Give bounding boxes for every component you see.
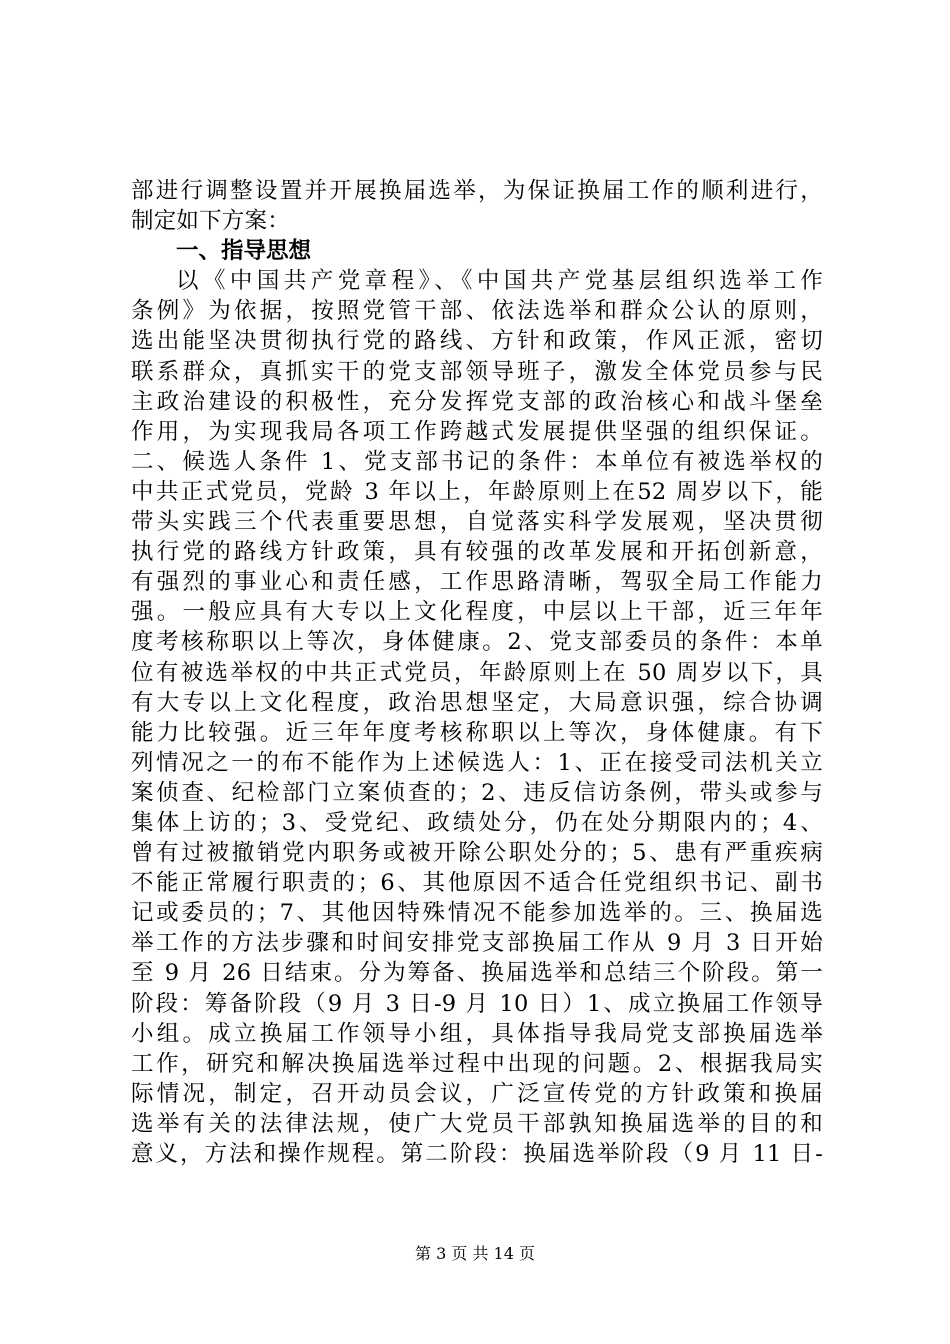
text-line: 联系群众，真抓实干的党支部领导班子，激发全体党员参与民 bbox=[131, 358, 823, 385]
document-body bbox=[131, 176, 823, 1169]
text-line: 案侦查、纪检部门立案侦查的；2、违反信访条例，带头或参与 bbox=[131, 779, 823, 806]
text-line: 阶段：筹备阶段（9 月 3 日-9 月 10 日）1、成立换届工作领导 bbox=[131, 990, 823, 1017]
text-line: 作用，为实现我局各项工作跨越式发展提供坚强的组织保证。 bbox=[131, 418, 823, 445]
text-line: 选出能坚决贯彻执行党的路线、方针和政策，作风正派，密切 bbox=[131, 328, 823, 355]
text-line: 以《中国共产党章程》、《中国共产党基层组织选举工作 bbox=[176, 268, 823, 295]
text-line: 部进行调整设置并开展换届选举，为保证换届工作的顺利进行， bbox=[131, 178, 823, 204]
text-line: 意义，方法和操作规程。第二阶段：换届选举阶段（9 月 11 日- bbox=[131, 1141, 823, 1167]
text-line: 度考核称职以上等次，身体健康。2、党支部委员的条件：本单 bbox=[131, 629, 823, 656]
text-line: 强。一般应具有大专以上文化程度，中层以上干部，近三年年 bbox=[131, 599, 823, 626]
text-line: 二、候选人条件 1、党支部书记的条件：本单位有被选举权的 bbox=[131, 448, 823, 475]
page-footer-number: 第 3 页 共 14 页 bbox=[415, 1244, 535, 1263]
text-line: 执行党的路线方针政策，具有较强的改革发展和开拓创新意， bbox=[131, 539, 823, 566]
text-line: 际情况，制定，召开动员会议，广泛宣传党的方针政策和换届 bbox=[131, 1080, 823, 1107]
text-line: 曾有过被撤销党内职务或被开除公职处分的；5、患有严重疾病 bbox=[131, 840, 823, 867]
text-line: 主政治建设的积极性，充分发挥党支部的政治核心和战斗堡垒 bbox=[131, 388, 823, 415]
text-line: 工作，研究和解决换届选举过程中出现的问题。2、根据我局实 bbox=[131, 1050, 823, 1077]
text-line: 能力比较强。近三年年度考核称职以上等次，身体健康。有下 bbox=[131, 719, 823, 746]
section-heading: 一、指导思想 bbox=[176, 238, 312, 265]
text-line: 位有被选举权的中共正式党员，年龄原则上在 50 周岁以下，具 bbox=[131, 659, 823, 686]
text-line: 有强烈的事业心和责任感，工作思路清晰，驾驭全局工作能力 bbox=[131, 569, 823, 596]
text-line: 有大专以上文化程度，政治思想坚定，大局意识强，综合协调 bbox=[131, 689, 823, 716]
text-line: 带头实践三个代表重要思想，自觉落实科学发展观，坚决贯彻 bbox=[131, 509, 823, 536]
text-line: 不能正常履行职责的；6、其他原因不适合任党组织书记、副书 bbox=[131, 870, 823, 897]
text-line: 小组。成立换届工作领导小组，具体指导我局党支部换届选举 bbox=[131, 1020, 823, 1047]
text-line: 举工作的方法步骤和时间安排党支部换届工作从 9 月 3 日开始 bbox=[131, 930, 823, 957]
text-line: 记或委员的；7、其他因特殊情况不能参加选举的。三、换届选 bbox=[131, 900, 823, 927]
text-line: 中共正式党员，党龄 3 年以上，年龄原则上在52 周岁以下，能 bbox=[131, 478, 823, 505]
text-line: 条例》为依据，按照党管干部、依法选举和群众公认的原则， bbox=[131, 298, 823, 325]
text-line: 集体上访的；3、受党纪、政绩处分，仍在处分期限内的；4、 bbox=[131, 809, 823, 836]
text-line: 至 9 月 26 日结束。分为筹备、换届选举和总结三个阶段。第一 bbox=[131, 960, 823, 987]
text-line: 列情况之一的布不能作为上述候选人：1、正在接受司法机关立 bbox=[131, 749, 823, 776]
text-line: 选举有关的法律法规，使广大党员干部孰知换届选举的目的和 bbox=[131, 1110, 823, 1137]
text-line: 制定如下方案： bbox=[131, 208, 290, 235]
